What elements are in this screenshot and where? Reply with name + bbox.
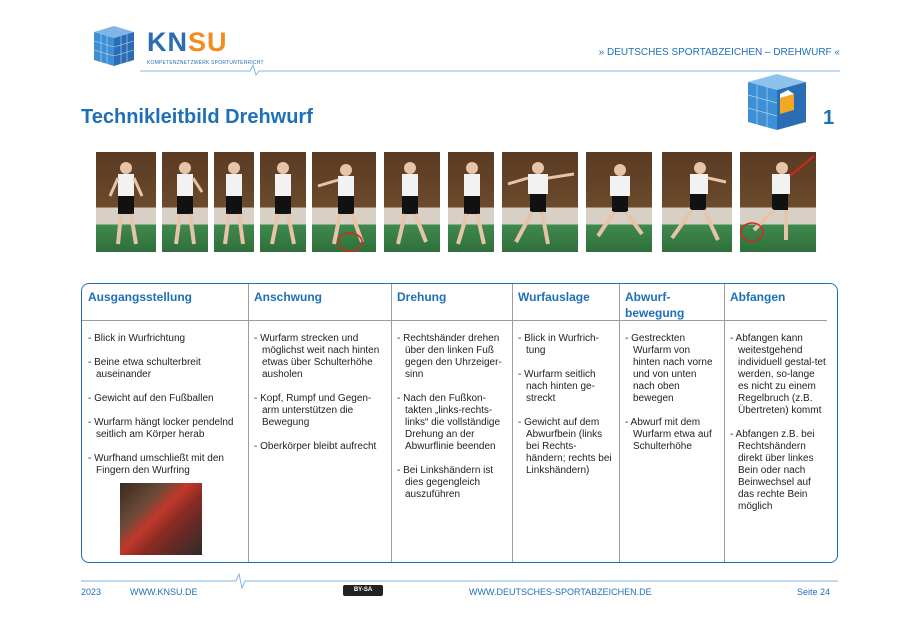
- list-item: - Abfangen z.B. bei Rechtshändern direkt über linkes Bein oder nach Beinwechsel auf das rechte Bein möglich: [730, 429, 815, 512]
- photo-1: [96, 152, 156, 252]
- athlete-photo-icon: [312, 152, 376, 252]
- list-item: - Nach den Fußkon-takten „links-rechts-links“ die vollständige Drehung an der Abwurflinie beenden: [397, 393, 501, 452]
- logo-kn: KN: [147, 27, 188, 57]
- list-item: - Bei Linkshändern ist dies gegengleich auszuführen: [397, 465, 494, 500]
- col-header-abfangen: Abfangen: [730, 290, 786, 304]
- column-divider: [619, 284, 620, 562]
- list-item: - Oberkörper bleibt aufrecht: [254, 441, 377, 452]
- header-tag: » DEUTSCHES SPORTABZEICHEN – DREHWURF «: [598, 47, 840, 58]
- list-item: - Gewicht auf dem Abwurfbein (links bei Rechts-händern; rechts bei Linkshändern): [518, 417, 612, 476]
- photo-7: [448, 152, 494, 252]
- photo-5: [312, 152, 376, 252]
- col-header-abwurfbewegung: Abwurf-bewegung: [625, 290, 685, 320]
- athlete-photo-icon: [214, 152, 254, 252]
- athlete-photo-icon: [260, 152, 306, 252]
- list-item: - Abfangen kann weitestgehend individuell gestal-tet werden, so-lange es nicht zu einem Regelbruch (z.B. Übertreten) kommt: [730, 333, 826, 416]
- column-divider: [724, 284, 725, 562]
- col-header-anschwung: Anschwung: [254, 290, 322, 304]
- photo-6: [384, 152, 440, 252]
- column-divider: [391, 284, 392, 562]
- athlete-photo-icon: [96, 152, 156, 252]
- cc-license-badge: [343, 585, 383, 596]
- footer-year: 2023: [81, 587, 102, 597]
- photo-3: [214, 152, 254, 252]
- footer-link-sportabzeichen[interactable]: WWW.DEUTSCHES-SPORTABZEICHEN.DE: [469, 587, 652, 597]
- col-body-drehung: [397, 333, 505, 513]
- col-body-abfangen: [730, 333, 826, 525]
- col-header-wurfauslage: Wurfauslage: [518, 290, 590, 304]
- list-item: - Abwurf mit dem Wurfarm etwa auf Schulterhöhe: [625, 417, 712, 452]
- col-body-ausgangsstellung: [88, 333, 244, 489]
- list-item: - Wurfarm hängt locker pendelnd seitlich am Körper herab: [88, 417, 234, 440]
- page-title: Technikleitbild Drehwurf: [81, 106, 313, 128]
- footer-link-knsu[interactable]: WWW.KNSU.DE: [130, 587, 198, 597]
- athlete-photo-icon: [740, 152, 816, 252]
- col-body-abwurfbewegung: [625, 333, 719, 465]
- photo-8: [502, 152, 578, 252]
- col-body-anschwung: [254, 333, 382, 465]
- cube-logo-icon: [744, 70, 810, 134]
- photo-4: [260, 152, 306, 252]
- knsu-logo-text: [147, 27, 228, 57]
- photo-9: [586, 152, 652, 252]
- athlete-photo-icon: [162, 152, 208, 252]
- header-divider: [140, 62, 840, 76]
- list-item: - Gewicht auf den Fußballen: [88, 393, 214, 404]
- athlete-photo-icon: [448, 152, 494, 252]
- col-header-drehung: Drehung: [397, 290, 447, 304]
- athlete-photo-icon: [586, 152, 652, 252]
- knsu-cube-logo-icon: [90, 22, 138, 70]
- footer-page: Seite 24: [797, 587, 831, 597]
- athlete-photo-icon: [662, 152, 732, 252]
- page-number: 1: [823, 107, 835, 129]
- hand-grip-photo: [120, 483, 202, 555]
- photo-2: [162, 152, 208, 252]
- list-item: - Wurfarm seitlich nach hinten ge-streckt: [518, 369, 596, 404]
- header-separator: [82, 320, 827, 321]
- photo-10: [662, 152, 732, 252]
- list-item: - Wurfarm strecken und möglichst weit nach hinten etwas über Schulterhöhe ausholen: [254, 333, 380, 380]
- list-item: - Gestreckten Wurfarm von hinten nach vorne und von unten nach oben bewegen: [625, 333, 713, 404]
- photo-11: [740, 152, 816, 252]
- list-item: - Blick in Wurfrich-tung: [518, 333, 599, 356]
- list-item: - Blick in Wurfrichtung: [88, 333, 186, 344]
- column-divider: [512, 284, 513, 562]
- license-label: BY-SA: [353, 587, 373, 593]
- technique-table: [81, 283, 838, 563]
- logo-su: SU: [188, 27, 228, 57]
- list-item: - Wurfhand umschließt mit den Fingern den Wurfring: [88, 453, 224, 476]
- list-item: - Beine etwa schulterbreit auseinander: [88, 357, 201, 380]
- col-body-wurfauslage: [518, 333, 614, 489]
- athlete-photo-icon: [502, 152, 578, 252]
- athlete-photo-icon: [384, 152, 440, 252]
- list-item: - Rechtshänder drehen über den linken Fuß gegen den Uhrzeiger-sinn: [397, 333, 502, 380]
- col-header-ausgangsstellung: Ausgangsstellung: [88, 290, 193, 304]
- list-item: - Kopf, Rumpf und Gegen-arm unterstützen die Bewegung: [254, 393, 372, 428]
- logo-subtitle: KOMPETENZNETZWERK SPORTUNTERRICHT: [147, 60, 264, 66]
- technique-photo-strip: [96, 152, 818, 256]
- column-divider: [248, 284, 249, 562]
